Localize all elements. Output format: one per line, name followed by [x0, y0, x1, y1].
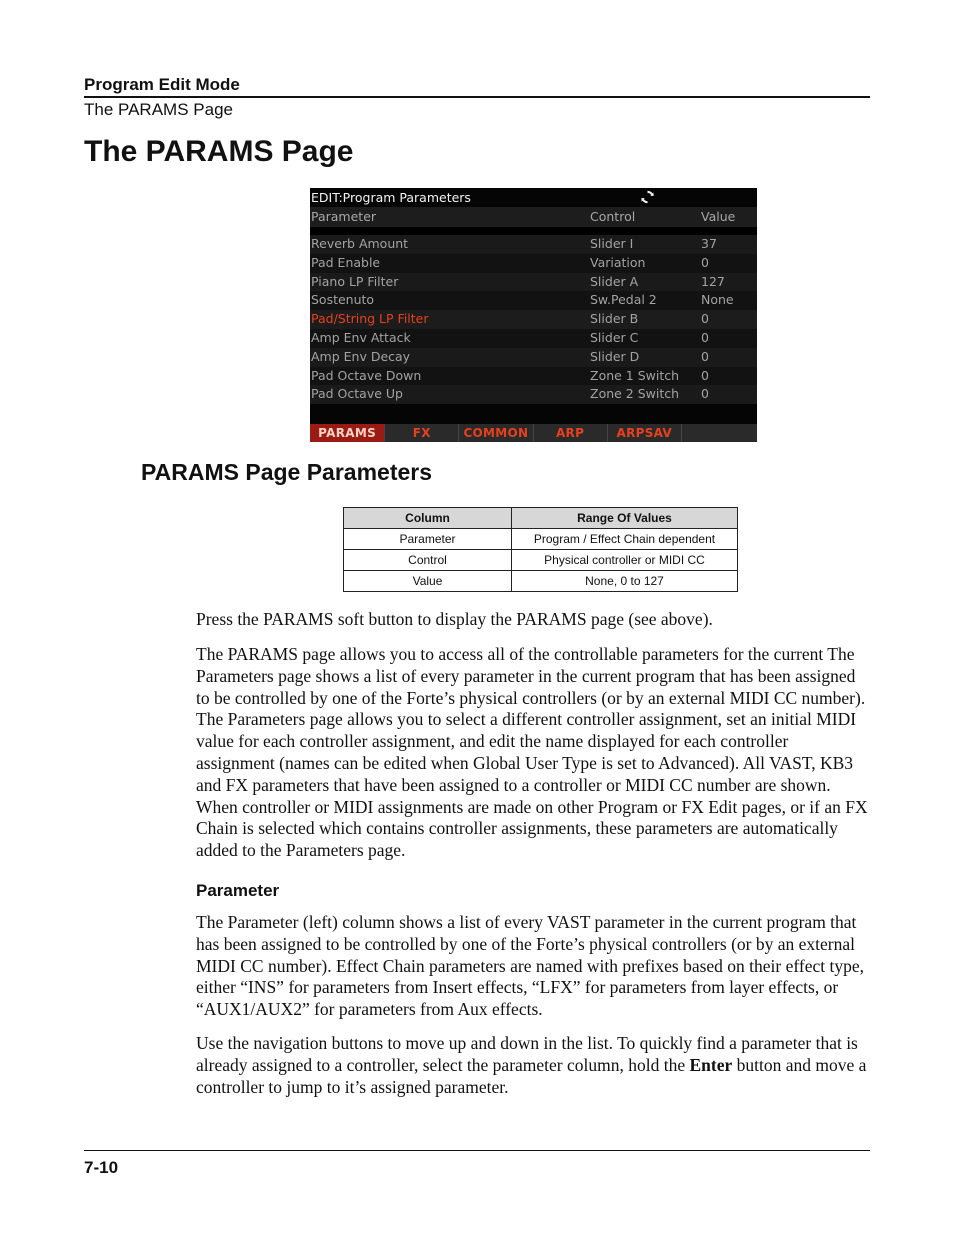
parameter-heading: Parameter [196, 881, 280, 900]
refresh-icon [640, 189, 655, 205]
soft-button-arpsav: ARPSAV [608, 424, 682, 442]
table-cell-range: Program / Effect Chain dependent [512, 529, 738, 550]
lcd-row-parameter: Reverb Amount [311, 236, 409, 251]
table-cell-column: Control [344, 550, 512, 571]
page-title: The PARAMS Page [84, 135, 354, 168]
lcd-row [310, 385, 757, 404]
lcd-row-value: 127 [701, 273, 725, 289]
lcd-row-control: Zone 1 Switch [590, 367, 680, 383]
lcd-row-parameter: Pad Octave Down [311, 367, 422, 383]
lcd-row [310, 348, 757, 367]
lcd-row [310, 329, 757, 348]
paragraph-parameter-column: The Parameter (left) column shows a list of every VAST parameter in the current program that has been assigned to be controlled by one of the Forte’s physical controllers (or by an external MIDI CC number). Effect Chain parameters are named with prefixes based on their effect type, either “INS” for parameters from Insert effects, “LFX” for parameters from layer effects, or “AUX1/AUX2” for parameters from Aux effects. [196, 912, 864, 1020]
lcd-row-value: 0 [701, 311, 709, 327]
table-cell-range: None, 0 to 127 [512, 571, 738, 592]
soft-button-common: COMMON [459, 424, 533, 442]
lcd-row-value: 0 [701, 329, 709, 345]
lcd-row-value: 0 [701, 348, 709, 364]
lcd-row-parameter: Amp Env Attack [311, 329, 411, 345]
lcd-row-parameter: Sostenuto [311, 292, 375, 308]
enter-button-name: Enter [689, 1054, 733, 1075]
lcd-row-value: None [701, 292, 734, 308]
lcd-row-value: 37 [701, 236, 717, 251]
lcd-row-control: Sw.Pedal 2 [590, 292, 657, 308]
paragraph-navigation [196, 1033, 871, 1098]
lcd-row-parameter: Pad Octave Up [311, 386, 403, 402]
soft-button-empty [682, 424, 757, 442]
lcd-row-control: Slider I [590, 236, 634, 251]
lcd-row [310, 291, 757, 310]
lcd-row-control: Zone 2 Switch [590, 386, 680, 402]
table-cell-column: Value [344, 571, 512, 592]
lcd-spacer [310, 227, 757, 235]
lcd-column-headers [310, 207, 757, 227]
lcd-row [310, 273, 757, 292]
table-cell-column: Parameter [344, 529, 512, 550]
table-row [344, 529, 738, 550]
lcd-screenshot [310, 188, 757, 442]
lcd-row [310, 254, 757, 273]
lcd-row-parameter: Pad/String LP Filter [311, 311, 429, 327]
lcd-row-value: 0 [701, 386, 709, 402]
table-cell-range: Physical controller or MIDI CC [512, 550, 738, 571]
params-range-table [343, 507, 738, 592]
lcd-titlebar [310, 188, 757, 207]
page-number: 7-10 [84, 1158, 119, 1177]
paragraph-intro: Press the PARAMS soft button to display the PARAMS page (see above). [196, 609, 713, 629]
footer-rule [84, 1150, 870, 1151]
lcd-row-parameter: Amp Env Decay [311, 348, 411, 364]
paragraph-description: The PARAMS page allows you to access all of the controllable parameters for the current The Parameters page shows a list of every parameter in the current program that has been assigned to be controlled by one of the Forte’s physical controllers (or by an external MIDI CC number). The Parameters page allows you to select a different controller assignment, set an initial MIDI value for each controller assignment, and edit the name displayed for each controller assignment (names can be edited when Global User Type is set to Advanced). All VAST, KB3 and FX parameters that have been assigned to a controller or MIDI CC number are shown. When controller or MIDI assignments are made on other Program or FX Edit pages, or if an FX Chain is selected which contains controller assignments, these parameters are automatically added to the Parameters page. [196, 644, 868, 861]
lcd-row-value: 0 [701, 367, 709, 383]
lcd-row-control: Slider D [590, 348, 640, 364]
lcd-row-value: 0 [701, 254, 709, 270]
lcd-row [310, 367, 757, 386]
running-header-subsection: The PARAMS Page [84, 100, 233, 119]
soft-button-fx: FX [385, 424, 459, 442]
table-row [344, 550, 738, 571]
table-row [344, 571, 738, 592]
lcd-row-parameter: Pad Enable [311, 254, 381, 270]
lcd-row-control: Slider B [590, 311, 639, 327]
running-header-section: Program Edit Mode [84, 75, 870, 98]
lcd-column-value: Value [701, 209, 736, 224]
section-heading: PARAMS Page Parameters [141, 459, 433, 485]
lcd-row-control: Slider A [590, 273, 639, 289]
table-header-row [344, 508, 738, 529]
lcd-status-area [310, 404, 757, 424]
paragraph-navigation-text: Use the navigation buttons to move up and down in the list. To quickly find a parameter that is already assigned to a controller, select the parameter column, hold the [196, 1033, 858, 1075]
lcd-row-control: Slider C [590, 329, 639, 345]
lcd-row-control: Variation [590, 254, 646, 270]
lcd-row-parameter: Piano LP Filter [311, 273, 399, 289]
paragraph-navigation-text-end: button and move a controller to jump to it’s assigned parameter. [196, 1054, 867, 1097]
lcd-column-parameter: Parameter [311, 209, 377, 224]
lcd-column-control: Control [590, 209, 636, 224]
soft-button-params: PARAMS [310, 424, 385, 442]
lcd-parameter-list [310, 235, 757, 404]
table-header-column: Column [344, 508, 512, 529]
lcd-row [310, 235, 757, 254]
soft-button-arp: ARP [534, 424, 608, 442]
lcd-soft-buttons [310, 424, 757, 442]
table-header-range: Range Of Values [512, 508, 738, 529]
lcd-row-selected [310, 310, 757, 329]
lcd-title: EDIT:Program Parameters [311, 190, 471, 205]
